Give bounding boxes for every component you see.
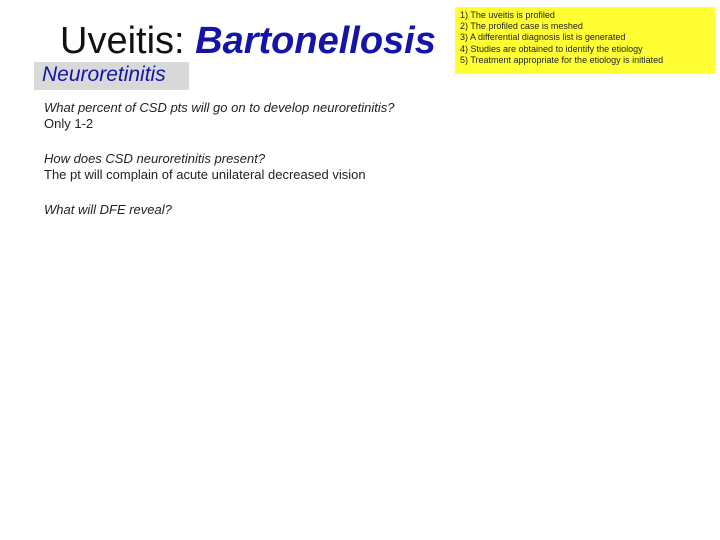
qa-block <box>44 100 394 132</box>
slide-title <box>60 16 436 66</box>
slide-title-topic: Bartonellosis <box>195 20 436 62</box>
qa-block <box>44 202 172 218</box>
step-item: 4) Studies are obtained to identify the etiology <box>460 43 643 54</box>
qa-block <box>44 151 366 183</box>
steps-box <box>455 7 715 74</box>
answer-text: Only 1-2 <box>44 116 94 131</box>
step-item: 3) A differential diagnosis list is generated <box>460 32 626 43</box>
step-item: 5) Treatment appropriate for the etiology is initiated <box>460 54 664 65</box>
question-text: What will DFE reveal? <box>44 202 172 217</box>
question-text: What percent of CSD pts will go on to develop neuroretinitis? <box>44 100 395 115</box>
step-item: 2) The profiled case is meshed <box>460 21 583 32</box>
step-item: 1) The uveitis is profiled <box>460 10 555 20</box>
slide-subtitle: Neuroretinitis <box>42 63 166 86</box>
slide-title-prefix: Uveitis: <box>60 20 196 62</box>
question-text: How does CSD neuroretinitis present? <box>44 151 266 166</box>
answer-text: The pt will complain of acute unilateral decreased vision <box>44 167 366 182</box>
